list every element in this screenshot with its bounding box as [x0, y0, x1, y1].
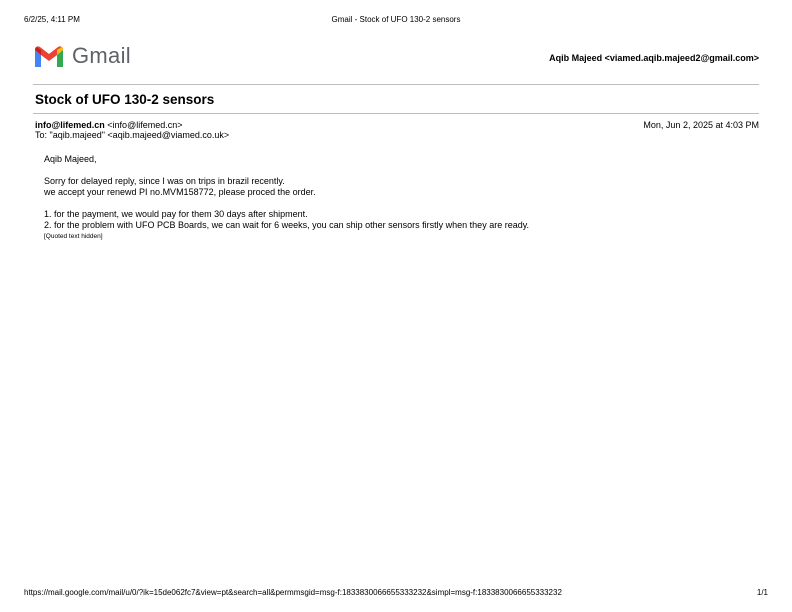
- print-page-number: 1/1: [756, 588, 768, 597]
- account-email: Aqib Majeed <viamed.aqib.majeed2@gmail.com>: [549, 53, 759, 63]
- body-line: we accept your renewd PI no.MVM158772, please proced the order.: [44, 187, 316, 197]
- body-line: Sorry for delayed reply, since I was on trips in brazil recently.: [44, 176, 285, 186]
- gmail-logo-icon: [33, 45, 65, 69]
- body-line: 2. for the problem with UFO PCB Boards, we can wait for 6 weeks, you can ship other sensors firstly when they are ready.: [44, 220, 530, 230]
- print-footer-url: https://mail.google.com/mail/u/0/?ik=15de062fc7&view=pt&search=all&permmsgid=msg-f:1833830066655333232&simpl=msg-f:1833830066655333232: [24, 588, 562, 597]
- email-subject: Stock of UFO 130-2 sensors: [35, 92, 215, 107]
- recipient-line: To: "aqib.majeed" <aqib.majeed@viamed.co.uk>: [35, 130, 230, 140]
- email-body: [44, 154, 529, 242]
- sender-name: info@lifemed.cn: [35, 120, 105, 130]
- print-datetime: 6/2/25, 4:11 PM: [24, 15, 80, 24]
- print-page-title: Gmail - Stock of UFO 130-2 sensors: [331, 15, 461, 24]
- sender-line: [35, 120, 182, 130]
- quoted-text-toggle[interactable]: [Quoted text hidden]: [44, 233, 103, 240]
- sender-address: <info@lifemed.cn>: [107, 120, 183, 130]
- gmail-brand-text: Gmail: [72, 43, 131, 68]
- sent-date: Mon, Jun 2, 2025 at 4:03 PM: [643, 120, 759, 130]
- subject-divider: [33, 113, 759, 114]
- header-divider: [33, 84, 759, 85]
- greeting: Aqib Majeed,: [44, 154, 97, 164]
- body-line: 1. for the payment, we would pay for them 30 days after shipment.: [44, 209, 308, 219]
